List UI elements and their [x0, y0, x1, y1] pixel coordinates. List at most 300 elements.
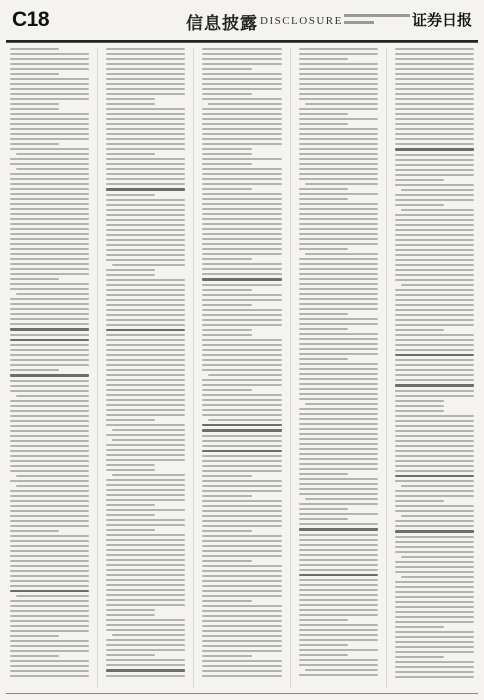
text-line	[299, 523, 378, 525]
text-line	[395, 470, 474, 472]
text-line	[395, 354, 474, 357]
text-line	[299, 83, 378, 85]
text-line	[395, 244, 474, 246]
text-line	[112, 429, 185, 431]
text-line	[299, 629, 378, 631]
text-line	[202, 98, 281, 100]
column-separator	[97, 48, 98, 688]
text-line	[299, 123, 348, 125]
text-line	[10, 600, 89, 602]
text-line	[299, 619, 348, 621]
text-line	[10, 620, 89, 622]
text-line	[10, 560, 89, 562]
text-line	[202, 414, 281, 416]
text-line	[10, 273, 89, 275]
page-number: C18	[12, 8, 50, 31]
text-line	[10, 78, 89, 80]
text-line	[10, 173, 89, 175]
text-line	[299, 609, 378, 611]
text-line	[299, 193, 378, 195]
text-line	[395, 78, 474, 80]
text-line	[202, 93, 251, 95]
newspaper-logo: 证券日报	[411, 11, 472, 29]
text-line	[395, 108, 474, 110]
text-line	[299, 203, 378, 205]
text-line	[395, 591, 474, 593]
text-line	[10, 283, 89, 285]
text-line	[202, 550, 281, 552]
text-line	[395, 455, 474, 457]
text-line	[395, 63, 474, 65]
text-line	[10, 258, 89, 260]
text-line	[106, 289, 185, 291]
text-line	[202, 460, 281, 462]
text-column	[202, 48, 281, 688]
text-line	[395, 435, 474, 437]
text-line	[395, 58, 474, 60]
text-line	[299, 534, 378, 536]
text-line	[202, 590, 281, 592]
text-line	[106, 604, 185, 606]
text-line	[106, 349, 185, 351]
text-line	[106, 58, 185, 60]
text-line	[299, 213, 378, 215]
text-line	[10, 580, 89, 582]
text-line	[395, 148, 474, 151]
text-line	[10, 243, 89, 245]
text-line	[202, 168, 281, 170]
text-line	[395, 349, 474, 351]
text-line	[299, 664, 378, 666]
text-line	[10, 650, 89, 652]
text-line	[16, 595, 89, 597]
text-column	[299, 48, 378, 688]
text-line	[10, 435, 89, 437]
text-line	[299, 383, 378, 385]
text-line	[395, 194, 474, 196]
text-line	[395, 364, 474, 366]
text-line	[10, 313, 89, 315]
text-line	[106, 53, 185, 55]
text-line	[106, 113, 185, 115]
text-line	[106, 414, 185, 416]
text-line	[202, 294, 281, 296]
text-line	[106, 519, 185, 521]
text-line	[106, 479, 185, 481]
text-line	[299, 659, 378, 661]
text-line	[299, 594, 378, 596]
text-line	[10, 339, 89, 342]
text-line	[106, 644, 185, 646]
text-line	[299, 98, 378, 100]
text-line	[401, 284, 474, 286]
text-line	[106, 244, 185, 246]
text-line	[299, 513, 378, 515]
text-line	[106, 304, 185, 306]
text-line	[106, 168, 185, 170]
text-line	[395, 274, 474, 276]
text-line	[202, 48, 281, 50]
text-line	[299, 443, 378, 445]
text-line	[10, 208, 89, 210]
text-line	[395, 264, 474, 266]
text-line	[395, 510, 474, 512]
text-line	[202, 409, 281, 411]
text-line	[106, 329, 185, 332]
text-line	[106, 504, 155, 506]
text-line	[395, 536, 474, 538]
text-line	[202, 263, 281, 265]
text-line	[299, 549, 378, 551]
text-line	[395, 440, 474, 442]
text-line	[106, 73, 185, 75]
text-line	[10, 288, 89, 290]
text-line	[299, 318, 378, 320]
text-line	[299, 148, 378, 150]
text-line	[106, 614, 155, 616]
text-line	[106, 143, 185, 145]
text-line	[299, 483, 378, 485]
text-line	[106, 68, 185, 70]
text-line	[10, 415, 89, 417]
footer-divider	[6, 693, 478, 694]
text-line	[10, 58, 89, 60]
text-line	[299, 243, 378, 245]
text-line	[10, 93, 89, 95]
text-line	[202, 675, 281, 677]
text-line	[202, 595, 281, 597]
text-line	[106, 629, 185, 631]
text-line	[10, 605, 89, 607]
text-line	[202, 480, 281, 482]
text-line	[202, 475, 251, 477]
text-line	[395, 138, 474, 140]
text-line	[106, 554, 185, 556]
text-line	[10, 263, 89, 265]
text-line	[395, 475, 474, 478]
text-line	[202, 258, 251, 260]
text-line	[395, 179, 444, 181]
text-line	[106, 309, 185, 311]
text-line	[202, 198, 281, 200]
column-separator	[290, 48, 291, 688]
text-line	[299, 73, 378, 75]
text-line	[10, 163, 89, 165]
text-line	[10, 625, 89, 627]
text-line	[10, 308, 89, 310]
text-line	[202, 83, 281, 85]
article-columns	[10, 48, 474, 688]
text-line	[299, 188, 348, 190]
text-line	[299, 108, 378, 110]
text-line	[299, 559, 378, 561]
text-line	[202, 63, 281, 65]
text-line	[202, 58, 281, 60]
text-line	[202, 490, 281, 492]
text-line	[299, 293, 378, 295]
text-line	[395, 561, 474, 563]
text-line	[299, 153, 378, 155]
text-line	[299, 584, 378, 586]
text-line	[395, 581, 474, 583]
text-line	[395, 169, 474, 171]
text-line	[202, 630, 281, 632]
text-line	[10, 500, 89, 502]
text-line	[106, 524, 185, 526]
text-line	[106, 499, 185, 501]
text-line	[106, 209, 185, 211]
text-line	[202, 123, 281, 125]
text-line	[106, 569, 185, 571]
text-line	[202, 273, 281, 275]
text-line	[10, 68, 89, 70]
text-line	[299, 158, 378, 160]
text-line	[106, 469, 155, 471]
text-line	[106, 619, 185, 621]
text-line	[202, 228, 281, 230]
text-line	[106, 299, 185, 301]
text-line	[106, 163, 185, 165]
text-line	[395, 525, 474, 527]
text-line	[395, 329, 444, 331]
text-line	[202, 203, 281, 205]
text-line	[106, 48, 185, 50]
text-line	[299, 363, 378, 365]
text-line	[395, 294, 474, 296]
text-line	[395, 53, 474, 55]
text-line	[299, 378, 378, 380]
text-line	[10, 445, 89, 447]
text-line	[395, 546, 474, 548]
text-line	[106, 334, 185, 336]
text-line	[10, 334, 89, 336]
text-line	[10, 455, 89, 457]
text-line	[299, 473, 348, 475]
text-line	[299, 428, 378, 430]
text-line	[299, 408, 378, 410]
section-title: 信息披露	[186, 14, 258, 34]
text-line	[299, 208, 378, 210]
text-line	[10, 390, 89, 392]
text-line	[202, 178, 281, 180]
text-line	[395, 68, 474, 70]
text-line	[395, 204, 444, 206]
text-line	[395, 586, 474, 588]
text-line	[10, 223, 89, 225]
text-line	[106, 344, 185, 346]
text-line	[208, 419, 281, 421]
text-line	[395, 425, 474, 427]
text-line	[10, 590, 89, 593]
text-line	[106, 389, 185, 391]
text-line	[10, 203, 89, 205]
text-line	[10, 655, 59, 657]
text-line	[10, 645, 89, 647]
text-line	[10, 128, 89, 130]
text-line	[106, 394, 185, 396]
text-line	[106, 234, 185, 236]
text-line	[106, 675, 185, 677]
text-line	[299, 373, 378, 375]
text-line	[106, 434, 185, 436]
text-line	[202, 635, 281, 637]
text-line	[202, 359, 281, 361]
text-line	[202, 575, 281, 577]
text-line	[395, 671, 474, 673]
text-line	[10, 374, 89, 377]
text-line	[202, 223, 281, 225]
text-column	[395, 48, 474, 688]
text-line	[299, 53, 378, 55]
text-line	[395, 164, 474, 166]
text-line	[202, 268, 281, 270]
text-line	[299, 564, 378, 566]
text-line	[10, 133, 89, 135]
text-line	[10, 405, 89, 407]
text-line	[395, 229, 474, 231]
text-line	[202, 585, 281, 587]
text-line	[202, 485, 281, 487]
text-line	[401, 515, 474, 517]
text-line	[395, 566, 474, 568]
text-line	[299, 554, 378, 556]
text-line	[395, 495, 474, 497]
text-line	[106, 324, 185, 326]
text-line	[106, 424, 185, 426]
text-line	[299, 674, 378, 676]
text-line	[106, 188, 185, 191]
text-line	[299, 273, 378, 275]
text-line	[10, 349, 89, 351]
text-line	[10, 148, 89, 150]
text-line	[208, 374, 281, 376]
text-line	[106, 464, 155, 466]
text-line	[16, 485, 89, 487]
text-line	[10, 73, 59, 75]
text-line	[10, 113, 89, 115]
text-line	[10, 138, 89, 140]
text-line	[10, 253, 89, 255]
text-line	[299, 328, 348, 330]
text-line	[10, 158, 89, 160]
text-line	[106, 449, 185, 451]
text-line	[106, 399, 185, 401]
text-line	[10, 665, 89, 667]
text-line	[299, 298, 378, 300]
text-line	[202, 530, 251, 532]
text-line	[299, 478, 378, 480]
text-line	[202, 389, 251, 391]
text-line	[10, 400, 89, 402]
text-line	[299, 528, 378, 531]
text-line	[10, 238, 89, 240]
text-line	[202, 625, 281, 627]
text-line	[299, 173, 378, 175]
text-line	[305, 498, 378, 500]
text-line	[299, 143, 378, 145]
text-line	[10, 178, 89, 180]
text-line	[202, 133, 281, 135]
text-line	[10, 535, 89, 537]
text-line	[10, 520, 89, 522]
text-line	[10, 640, 89, 642]
text-line	[299, 348, 378, 350]
text-line	[106, 128, 185, 130]
text-line	[395, 606, 474, 608]
text-line	[106, 274, 155, 276]
text-line	[299, 574, 378, 577]
header-divider	[6, 42, 478, 43]
text-line	[395, 88, 474, 90]
text-line	[202, 148, 251, 150]
text-line	[299, 63, 378, 65]
text-line	[299, 579, 378, 581]
text-line	[299, 368, 378, 370]
text-line	[202, 379, 281, 381]
text-line	[299, 453, 378, 455]
text-line	[299, 283, 378, 285]
text-line	[299, 639, 378, 641]
text-line	[202, 68, 251, 70]
text-line	[395, 199, 474, 201]
text-line	[106, 354, 185, 356]
text-line	[202, 520, 281, 522]
text-line	[202, 660, 281, 662]
text-line	[299, 343, 378, 345]
text-column	[10, 48, 89, 688]
text-line	[395, 269, 474, 271]
text-line	[395, 384, 474, 387]
text-line	[202, 349, 281, 351]
text-line	[395, 174, 474, 176]
text-line	[395, 445, 474, 447]
text-line	[299, 248, 348, 250]
text-line	[112, 634, 185, 636]
text-line	[299, 338, 378, 340]
text-line	[202, 545, 281, 547]
text-line	[202, 53, 281, 55]
text-line	[106, 374, 185, 376]
text-line	[202, 645, 281, 647]
text-line	[299, 223, 378, 225]
text-line	[10, 354, 89, 356]
text-line	[10, 530, 59, 532]
text-line	[202, 665, 281, 667]
text-line	[106, 269, 155, 271]
text-line	[202, 284, 281, 286]
text-line	[299, 288, 378, 290]
text-line	[106, 529, 155, 531]
text-line	[299, 313, 348, 315]
text-line	[395, 400, 444, 402]
text-line	[202, 394, 281, 396]
text-line	[395, 405, 444, 407]
text-line	[202, 218, 281, 220]
text-line	[106, 609, 155, 611]
text-line	[202, 354, 281, 356]
text-line	[106, 254, 185, 256]
text-line	[202, 319, 281, 321]
text-line	[202, 510, 281, 512]
text-line	[395, 359, 474, 361]
text-line	[106, 133, 185, 135]
text-line	[202, 78, 281, 80]
text-line	[106, 624, 185, 626]
text-line	[202, 470, 281, 472]
text-line	[395, 184, 474, 186]
text-line	[395, 601, 474, 603]
text-line	[299, 544, 378, 546]
